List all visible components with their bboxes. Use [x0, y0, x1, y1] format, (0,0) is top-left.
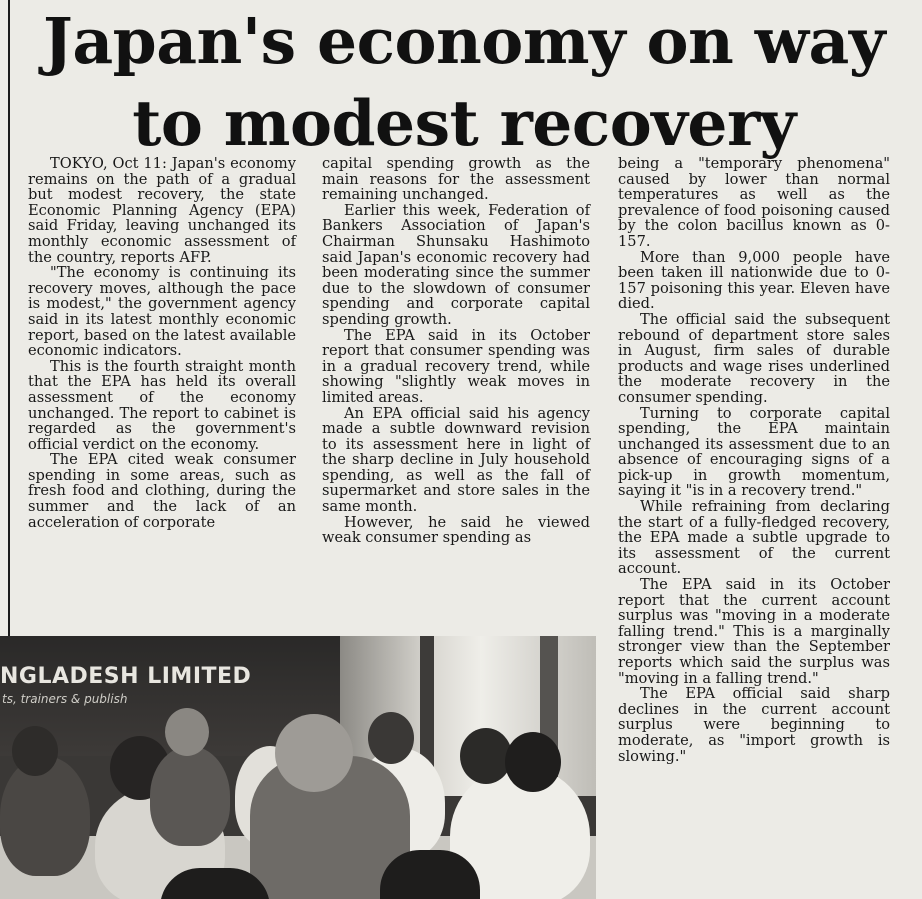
article-column-3 — [618, 156, 890, 764]
photo-person — [0, 756, 90, 876]
paragraph: The official said the subsequent rebound of department store sales in August, firm sales of durable products and wage rises underlined the moderate recovery in the consumer spending. — [618, 310, 890, 406]
article-column-2 — [322, 156, 590, 546]
photo-person-head — [368, 712, 414, 764]
paragraph: Turning to corporate capital spending, the EPA maintain unchanged its assessment due to an absence of encouraging signs of a pick-up in growth momentum, saying it "is in a recovery trend." — [618, 404, 890, 500]
paragraph: The EPA said in its October report that consumer spending was in a gradual recovery trend, while showing "slightly weak moves in limited areas. — [322, 326, 590, 406]
paragraph: An EPA official said his agency made a subtle downward revision to its assessment here in light of the sharp decline in July household spending, as well as the fall of supermarket and store sales in the same month. — [322, 404, 590, 516]
paragraph: capital spending growth as the main reasons for the assessment remaining unchanged. — [322, 155, 590, 204]
paragraph: being a "temporary phenomena" caused by lower than normal temperatures as well as the prevalence of food poisoning caused by the colon bacillus known as 0-157. — [618, 155, 890, 250]
paragraph: The EPA said in its October report that the current account surplus was "moving in a moderate falling trend." This is a marginally stronger view than the September reports which said the surplus was "moving in a falling trend." — [618, 576, 890, 687]
paragraph: The EPA cited weak consumer spending in some areas, such as fresh food and clothing, during the summer and the lack of an acceleration of corporate — [28, 451, 296, 531]
paragraph: While refraining from declaring the start of a fully-fledged recovery, the EPA made a subtle upgrade to its assessment of the current account. — [618, 498, 890, 578]
headline-line-1: Japan's economy on way — [43, 4, 885, 78]
photo-person-head — [165, 708, 209, 756]
article-column-1 — [28, 156, 296, 530]
headline-line-2: to modest recovery — [132, 86, 796, 160]
photo-foreground-head — [275, 714, 353, 792]
news-photo — [0, 636, 596, 899]
paragraph: "The economy is continuing its recovery moves, although the pace is modest," the government agency said in its latest monthly economic report, based on the latest available economic indicators. — [28, 264, 296, 360]
photo-person-head — [12, 726, 58, 776]
photo-banner-subtext: ts, trainers & publish — [2, 692, 128, 706]
photo-person-head — [460, 728, 512, 784]
paragraph: More than 9,000 people have been taken ill nationwide due to 0-157 poisoning this year. Eleven have died. — [618, 248, 890, 313]
paragraph: The EPA official said sharp declines in the current account surplus were beginning to moderate, as "import growth is slowing." — [618, 685, 890, 765]
paragraph: Earlier this week, Federation of Bankers Association of Japan's Chairman Shunsaku Hashimoto said Japan's economic recovery had been moderating since the summer due to the slowdown of consumer spending and corporate capital spending growth. — [322, 201, 590, 328]
photo-person-head — [505, 732, 561, 792]
paragraph: However, he said he viewed weak consumer spending as — [322, 513, 590, 547]
paragraph: This is the fourth straight month that the EPA has held its overall assessment of the economy unchanged. The report to cabinet is regarded as the government's official verdict on the economy. — [28, 357, 296, 453]
photo-banner-text: NGLADESH LIMITED — [0, 664, 252, 689]
paragraph: TOKYO, Oct 11: Japan's economy remains on the path of a gradual but modest recovery, the state Economic Planning Agency (EPA) said Friday, leaving unchanged its monthly economic assessment of the country, reports AFP. — [28, 155, 296, 266]
headline — [14, 0, 914, 164]
photo-person — [150, 746, 230, 846]
